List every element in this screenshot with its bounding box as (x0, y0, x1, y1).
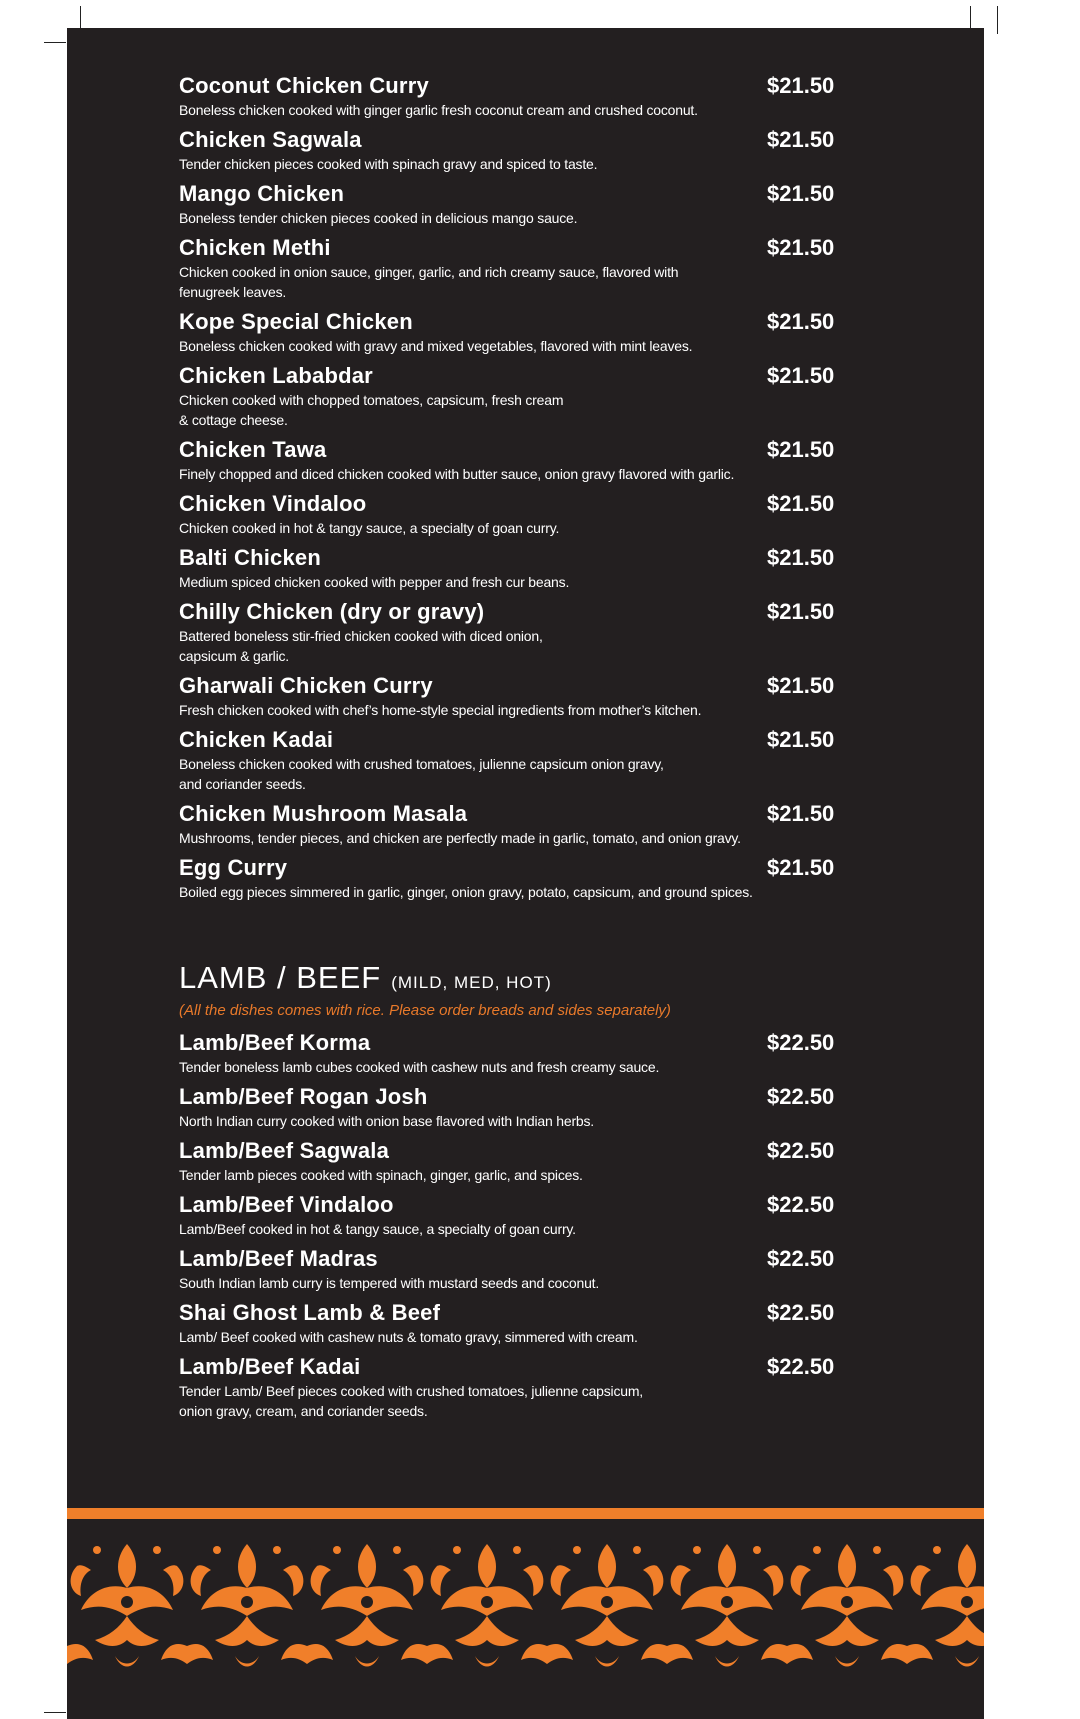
damask-ornament-svg (67, 1536, 984, 1676)
menu-item-price: $22.50 (767, 1030, 835, 1055)
menu-item-price: $22.50 (767, 1084, 835, 1109)
menu-item-description: Boneless chicken cooked with ginger garlic fresh coconut cream and crushed coconut. (179, 102, 698, 118)
menu-item-row (179, 1029, 839, 1057)
menu-item-description: and coriander seeds. (179, 776, 306, 792)
crop-mark (44, 42, 66, 43)
menu-item-row (179, 1083, 839, 1111)
menu-item-price: $22.50 (767, 1192, 835, 1217)
menu-item-name: Egg Curry (179, 855, 288, 880)
menu-item-row (179, 1137, 839, 1165)
menu-item-name: Chilly Chicken (dry or gravy) (179, 599, 485, 624)
menu-item (179, 854, 839, 902)
menu-item-name: Chicken Methi (179, 235, 331, 260)
menu-page (67, 28, 984, 1719)
menu-item-row (179, 490, 839, 518)
menu-item-price: $21.50 (767, 363, 835, 388)
menu-item-price: $21.50 (767, 673, 835, 698)
menu-item (179, 544, 839, 592)
crop-mark (997, 6, 998, 34)
menu-item (179, 598, 839, 666)
menu-item-price: $21.50 (767, 545, 835, 570)
menu-item-description: Boneless chicken cooked with gravy and mixed vegetables, flavored with mint leaves. (179, 338, 693, 354)
menu-item-price: $21.50 (767, 599, 835, 624)
menu-item-name: Shai Ghost Lamb & Beef (179, 1300, 441, 1325)
menu-item-price: $21.50 (767, 309, 835, 334)
menu-item-description: Tender Lamb/ Beef pieces cooked with crushed tomatoes, julienne capsicum, (179, 1383, 643, 1399)
menu-item (179, 1029, 839, 1077)
menu-item-name: Balti Chicken (179, 545, 321, 570)
menu-item-row (179, 126, 839, 154)
menu-item-description: fenugreek leaves. (179, 284, 287, 300)
menu-item-description: Chicken cooked in hot & tangy sauce, a specialty of goan curry. (179, 520, 560, 536)
menu-item-row (179, 800, 839, 828)
menu-item-row (179, 1245, 839, 1273)
menu-item (179, 362, 839, 430)
menu-item-row (179, 362, 839, 390)
menu-item (179, 308, 839, 356)
section-subtitle: (MILD, MED, HOT) (391, 973, 552, 992)
crop-mark (80, 6, 81, 28)
menu-item-description: Boiled egg pieces simmered in garlic, ginger, onion gravy, potato, capsicum, and ground spices. (179, 884, 753, 900)
menu-item-name: Chicken Tawa (179, 437, 327, 462)
menu-item-description: Lamb/Beef cooked in hot & tangy sauce, a specialty of goan curry. (179, 1221, 576, 1237)
menu-item-name: Mango Chicken (179, 181, 345, 206)
menu-item-price: $21.50 (767, 727, 835, 752)
menu-item-description: Boneless chicken cooked with crushed tomatoes, julienne capsicum onion gravy, (179, 756, 664, 772)
menu-item-price: $22.50 (767, 1138, 835, 1163)
menu-item-row (179, 1299, 839, 1327)
menu-item-row (179, 436, 839, 464)
menu-item-row (179, 672, 839, 700)
menu-item-name: Lamb/Beef Rogan Josh (179, 1084, 428, 1109)
menu-item-name: Lamb/Beef Korma (179, 1030, 371, 1055)
damask-pattern-border (67, 1536, 984, 1676)
menu-item-price: $21.50 (767, 181, 835, 206)
menu-item-description: South Indian lamb curry is tempered with mustard seeds and coconut. (179, 1275, 600, 1291)
menu-item-description: Battered boneless stir-fried chicken cooked with diced onion, (179, 628, 543, 644)
menu-item-row (179, 544, 839, 572)
menu-item-price: $21.50 (767, 491, 835, 516)
menu-item-description: Tender lamb pieces cooked with spinach, ginger, garlic, and spices. (179, 1167, 583, 1183)
menu-item-description: & cottage cheese. (179, 412, 288, 428)
orange-divider-bar (67, 1508, 984, 1519)
menu-item-row (179, 1353, 839, 1381)
section-note: (All the dishes comes with rice. Please order breads and sides separately) (179, 1002, 671, 1019)
menu-item-row (179, 1191, 839, 1219)
menu-item (179, 490, 839, 538)
crop-mark (970, 6, 971, 28)
menu-item-price: $21.50 (767, 127, 835, 152)
menu-item (179, 726, 839, 794)
crop-mark (44, 1712, 66, 1713)
menu-item (179, 234, 839, 302)
menu-item-price: $21.50 (767, 437, 835, 462)
menu-item-row (179, 854, 839, 882)
menu-item-name: Chicken Lababdar (179, 363, 373, 388)
menu-item-name: Chicken Kadai (179, 727, 334, 752)
menu-item-description: Finely chopped and diced chicken cooked with butter sauce, onion gravy flavored with garlic. (179, 466, 735, 482)
menu-item-description: Boneless tender chicken pieces cooked in delicious mango sauce. (179, 210, 578, 226)
menu-item-description: Tender boneless lamb cubes cooked with cashew nuts and fresh creamy sauce. (179, 1059, 660, 1075)
chicken-menu-list (179, 72, 839, 902)
menu-item-description: Fresh chicken cooked with chef’s home-style special ingredients from mother’s kitchen. (179, 702, 702, 718)
menu-item-price: $21.50 (767, 73, 835, 98)
section-title: LAMB / BEEF (179, 960, 382, 995)
menu-item-description: capsicum & garlic. (179, 648, 289, 664)
menu-item-price: $22.50 (767, 1354, 835, 1379)
menu-item (179, 1353, 839, 1421)
menu-item-row (179, 726, 839, 754)
menu-item-description: Chicken cooked with chopped tomatoes, capsicum, fresh cream (179, 392, 564, 408)
menu-item (179, 1191, 839, 1239)
menu-item-name: Gharwali Chicken Curry (179, 673, 433, 698)
menu-item-name: Lamb/Beef Madras (179, 1246, 378, 1271)
menu-item-price: $21.50 (767, 801, 835, 826)
menu-content (179, 72, 839, 1427)
menu-item (179, 1299, 839, 1347)
menu-item (179, 72, 839, 120)
menu-item-row (179, 598, 839, 626)
menu-item-description: Chicken cooked in onion sauce, ginger, garlic, and rich creamy sauce, flavored with (179, 264, 679, 280)
menu-item-row (179, 72, 839, 100)
menu-item (179, 436, 839, 484)
menu-item (179, 1245, 839, 1293)
menu-item-name: Chicken Sagwala (179, 127, 362, 152)
menu-item (179, 126, 839, 174)
menu-item-row (179, 234, 839, 262)
lamb-beef-menu-list (179, 1029, 839, 1421)
menu-item (179, 1137, 839, 1185)
menu-item-row (179, 308, 839, 336)
menu-item-name: Coconut Chicken Curry (179, 73, 429, 98)
menu-item-description: Lamb/ Beef cooked with cashew nuts & tomato gravy, simmered with cream. (179, 1329, 638, 1345)
menu-item (179, 800, 839, 848)
menu-item (179, 180, 839, 228)
menu-item-row (179, 180, 839, 208)
menu-item-name: Kope Special Chicken (179, 309, 413, 334)
menu-item-description: Mushrooms, tender pieces, and chicken are perfectly made in garlic, tomato, and onion gravy. (179, 830, 741, 846)
menu-item-description: onion gravy, cream, and coriander seeds. (179, 1403, 428, 1419)
lamb-beef-section-header (179, 960, 839, 1019)
menu-item-name: Lamb/Beef Vindaloo (179, 1192, 394, 1217)
menu-item-price: $21.50 (767, 855, 835, 880)
menu-item-name: Chicken Mushroom Masala (179, 801, 468, 826)
menu-item (179, 672, 839, 720)
menu-item-name: Lamb/Beef Kadai (179, 1354, 361, 1379)
menu-item-description: North Indian curry cooked with onion base flavored with Indian herbs. (179, 1113, 594, 1129)
menu-item (179, 1083, 839, 1131)
menu-item-description: Tender chicken pieces cooked with spinach gravy and spiced to taste. (179, 156, 598, 172)
menu-item-price: $22.50 (767, 1246, 835, 1271)
menu-item-name: Lamb/Beef Sagwala (179, 1138, 390, 1163)
menu-item-price: $21.50 (767, 235, 835, 260)
menu-item-name: Chicken Vindaloo (179, 491, 367, 516)
menu-item-price: $22.50 (767, 1300, 835, 1325)
menu-item-description: Medium spiced chicken cooked with pepper and fresh cur beans. (179, 574, 570, 590)
